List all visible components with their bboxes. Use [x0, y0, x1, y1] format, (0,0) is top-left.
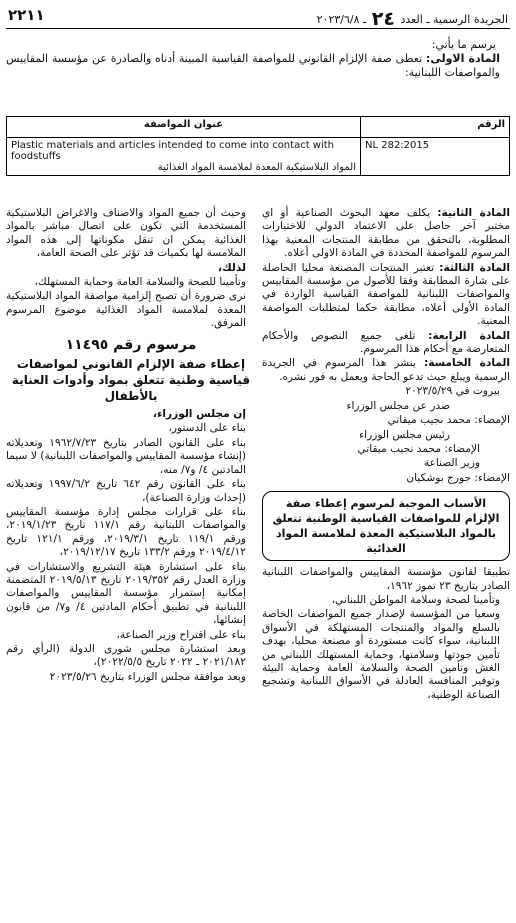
article-3-text: تعتبر المنتجات المصنعة محليا الحاصلة على شارة المطابقة وفقا للأصول من مؤسسة المقاييس والمواصفات اللبنانية للمواصفة القياسية الواردة في المادة الأولى أعلاه، مطابقة حكما لمتطلبات المواصفة المعنية. — [262, 261, 510, 328]
article-2-text: يكلف معهد البحوث الصناعية أو اي مختبر آخر حاصل على الاعتماد الدولي للاختبارات المطلوبة، بالتحقق من مطابقة المنتجات المعنية بهذا المرسوم للمواصفة المحددة في المادة الاولى أعلاه. — [262, 207, 510, 260]
basis-7: وبعد استشارة مجلس شورى الدولة (الرأي رقم ٢٠٢١/١٨٢ ـ ٢٠٢٢ تاريخ ٢٠٢٢/٥/٥)، — [6, 642, 246, 669]
left-p3: وتأمينا للصحة والسلامة العامة وحماية المستهلك، — [34, 276, 246, 289]
table-header-row — [7, 117, 510, 138]
left-p4: نرى ضرورة أن تصبح إلزامية مواصفة المواد البلاستيكية المعدة لملامسة المواد الغذائية موضوع المرسوم المرفق. — [6, 290, 246, 330]
decree-number: مرسوم رقم ١١٤٩٥ — [65, 336, 197, 353]
basis-8: وبعد موافقة مجلس الوزراء بتاريخ ٢٠٢٣/٥/٢٦ — [49, 670, 246, 683]
article-2 — [262, 207, 510, 261]
decree-title: إعطاء صفة الإلزام القانوني لمواصفات قياسية وطنية تتعلق بمواد وأدوات العناية بالأطفال — [11, 357, 251, 404]
page-header — [6, 6, 510, 29]
pm-title: رئيس مجلس الوزراء — [359, 428, 450, 441]
header-title: عنوان المواصفة — [7, 117, 361, 138]
basis-6: بناء على اقتراح وزير الصناعة، — [116, 628, 246, 641]
standard-title — [7, 138, 361, 176]
article-5 — [262, 357, 510, 384]
basis-2: بناء على القانون الصادر بتاريخ ١٩٦٢/٧/٢٣ وتعديلاته (إنشاء مؤسسة المقاييس والمواصفات اللبنانية) لا سيما المادتين ٤/ و٧/ منه، — [6, 436, 246, 476]
issue-number: ٢٤ — [371, 8, 395, 30]
article-1-text: تعطى صفة الإلزام القانوني للمواصفة القياسية المبينة أدناه والصادرة عن مؤسسة المقاييس والمواصفات اللبنانية: — [6, 52, 500, 79]
article-2-label: المادة الثانية: — [437, 207, 510, 219]
basis-4: بناء على قرارات مجلس إدارة مؤسسة المقاييس والمواصفات اللبنانية رقم ١١٧/١ تاريخ ٢٠١٩/١/٢٣، ورقم ١١٩/١ تاريخ ٢٠١٩/٣/١، ورقم ١٢١/١ تاريخ ٢٠١٩/٤/١٢ ورقم ١٣٣/٢ تاريخ ٢٠١٩/١٢/١٧، — [6, 505, 246, 559]
article-1-label: المادة الاولى: — [425, 52, 500, 65]
journal-title — [317, 8, 508, 30]
signature-3: الإمضاء: جورج بوشكيان — [406, 471, 510, 484]
reasons-p3: وسعيا من المؤسسة لإصدار جميع المواصفات الخاصة بالسلع والمواد والمنتجات المستهلكة في الأسواق اللبنانية، سواء كانت مستوردة أو مصنعة محليا، بهدف تأمين جودتها وسلامتها، وحماية المستهلك اللبناني من الغش وتأمين الصحة والسلامة العامة وحماية البيئة وتوفير المنافسة العادلة في الأسواق اللبنانية وتشجيع الصناعة الوطنية، — [262, 608, 500, 701]
left-p2: لذلك، — [218, 261, 246, 274]
issued-by: صدر عن مجلس الوزراء — [346, 399, 450, 412]
article-5-label: المادة الخامسة: — [423, 357, 511, 370]
signature-2: الإمضاء: محمد نجيب ميقاتي — [357, 442, 480, 455]
yursam-line: يرسم ما يأتي: — [431, 38, 496, 51]
reasons-p2: وتأمينا لصحة وسلامة المواطن اللبناني، — [331, 593, 500, 606]
journal-name: الجريدة الرسمية ـ العدد — [400, 13, 508, 26]
right-column — [262, 207, 510, 703]
article-3-label: المادة الثالثة: — [439, 261, 510, 274]
reasons-title: الأسباب الموجبة لمرسوم إعطاء صفة الإلزام للمواصفات القياسية الوطنية تتعلق بالمواد البلاستيكية المعدة لملامسة المواد الغذائية — [262, 491, 510, 561]
issue-date: ـ ٢٠٢٣/٦/٨ — [316, 13, 367, 26]
header-number: الرقم — [361, 117, 510, 138]
standard-title-ar: المواد البلاستيكية المعدة لملامسة المواد الغذائية — [157, 162, 356, 173]
council-line: إن مجلس الوزراء، — [152, 408, 246, 421]
left-column — [6, 207, 256, 685]
minister-title: وزير الصناعة — [423, 457, 480, 470]
basis-3: بناء على القانون رقم ٦٤٢ تاريخ ١٩٩٧/٦/٢ وتعديلاته (إحداث وزارة الصناعة)، — [6, 478, 246, 504]
article-4-label: المادة الرابعة: — [428, 329, 510, 342]
table-row — [7, 138, 510, 176]
article-1 — [6, 52, 510, 80]
standards-table — [6, 116, 510, 176]
reasons-p1: تطبيقا لقانون مؤسسة المقاييس والمواصفات اللبنانية الصادر بتاريخ ٢٣ تموز ١٩٦٢، — [262, 566, 510, 592]
article-4-text: تلغى جميع النصوص والأحكام المتعارضة مع أحكام هذا المرسوم. — [262, 329, 510, 356]
article-3 — [262, 262, 510, 329]
intro-block — [6, 38, 510, 80]
place-date: بيروت في ٢٠٢٣/٥/٢٩ — [405, 385, 500, 398]
standard-title-en: Plastic materials and articles intended to come into contact with foodstuffs — [11, 140, 335, 162]
standard-number: NL 282:2015 — [361, 138, 510, 176]
signature-1: الإمضاء: محمد نجيب ميقاتي — [387, 414, 510, 427]
basis-5: بناء على استشارة هيئة التشريع والاستشارات في وزارة العدل رقم ٢٠١٩/٣٥٢ تاريخ ٢٠١٩/٥/١٣ المتضمنة إمكانية إستمرار مؤسسة المقاييس والمواصفات اللبنانية في تطبيق أحكام المادتين ٤/ و٧/ من قانون إنشائها، — [6, 560, 246, 627]
page-number: ٢٢١١ — [8, 6, 45, 24]
article-4 — [262, 330, 510, 357]
article-5-text: ينشر هذا المرسوم في الجريدة الرسمية ويبلغ حيث تدعو الحاجة ويعمل به فور نشره. — [262, 357, 510, 383]
left-p1: وحيث أن جميع المواد والاصناف والاغراض البلاستيكية المستخدمة التي تكون على اتصال مباشر بالمواد الغذائية يمكن ان تنقل مكوناتها إلى هذه المواد الملامسة لها بكميات قد تؤثر على الصحة العامة، — [6, 207, 246, 260]
basis-1: بناء على الدستور، — [168, 422, 246, 435]
